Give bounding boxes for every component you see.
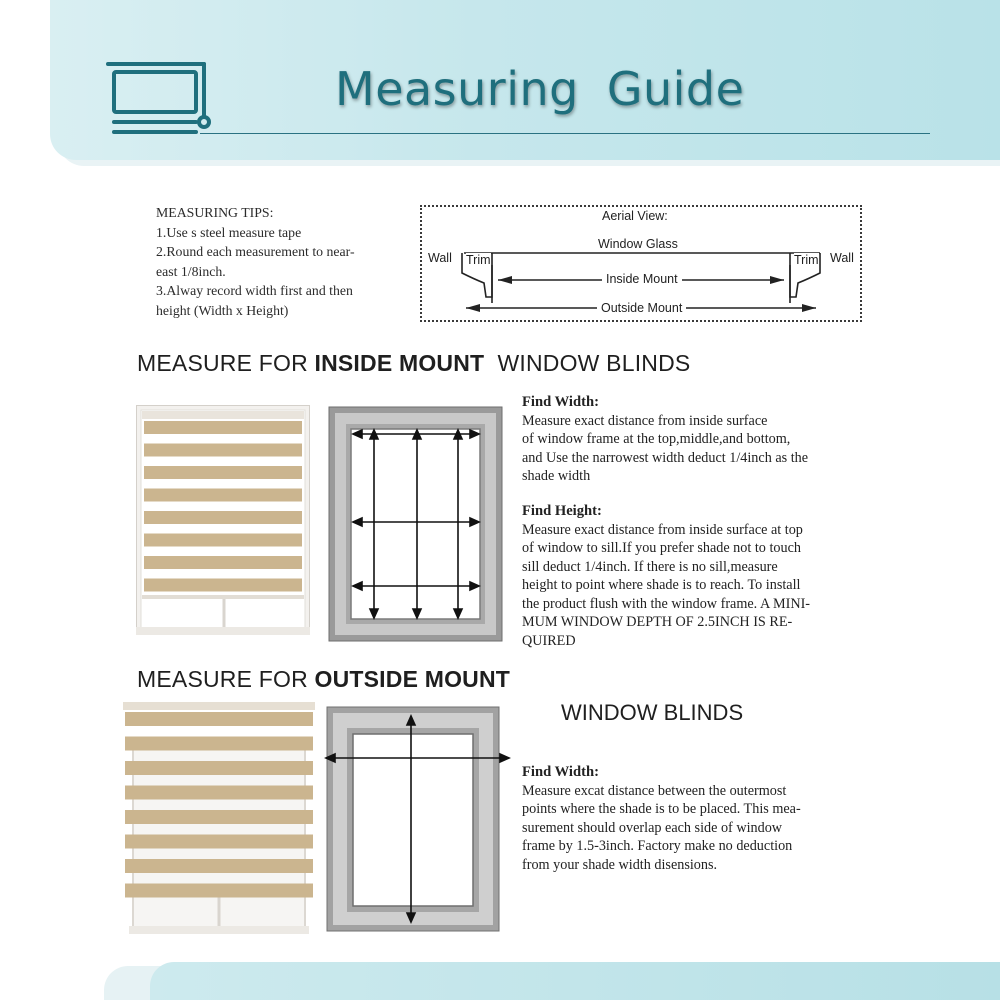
outside-mount-label: Outside Mount	[597, 301, 686, 315]
aerial-view-diagram	[420, 205, 862, 322]
find-width-title: Find Width:	[522, 394, 599, 410]
title-word-measuring: Measuring	[335, 62, 579, 116]
trim-left-label: Trim	[466, 253, 491, 267]
inside-find-width	[522, 393, 882, 486]
inside-find-height	[522, 502, 882, 650]
text-line: the product flush with the window frame. A MINI-	[522, 595, 811, 612]
inside-mount-heading	[137, 350, 690, 377]
blind-stripe	[125, 761, 313, 775]
heading-bold: INSIDE MOUNT	[314, 350, 485, 376]
find-width-title: Find Width:	[522, 764, 599, 780]
blind-stripe	[144, 421, 302, 434]
text-line: height to point where shade is to reach. To install	[522, 577, 801, 593]
blind-stripe	[125, 884, 313, 898]
text-line: shade width	[522, 468, 591, 484]
blind-stripe	[144, 511, 302, 524]
window-blind-icon	[104, 58, 214, 140]
text-line: sill deduct 1/4inch. If there is no sill,measure	[522, 558, 778, 575]
inside-mount-blind-image	[136, 405, 310, 635]
outside-find-width	[522, 763, 882, 874]
blind-stripe	[125, 786, 313, 800]
blind-stripe	[144, 579, 302, 592]
outside-mount-frame-image	[323, 706, 513, 932]
footer-band	[150, 962, 1000, 1000]
outside-mount-heading-suffix: WINDOW BLINDS	[561, 700, 744, 725]
blind-stripe	[144, 534, 302, 547]
find-height-title: Find Height:	[522, 503, 602, 519]
title-word-guide: Guide	[606, 62, 745, 116]
outside-mount-blind-image	[123, 702, 315, 934]
tips-heading: MEASURING TIPS:	[156, 205, 274, 220]
heading-prefix: MEASURE FOR	[137, 666, 315, 692]
blind-stripe	[125, 737, 313, 751]
title-underline	[200, 133, 930, 134]
window-glass-label: Window Glass	[598, 237, 678, 251]
wall-right-label: Wall	[830, 251, 854, 265]
text-line: Measure exact distance from inside surface	[522, 412, 768, 429]
heading-prefix: MEASURE FOR	[137, 350, 315, 376]
text-line: Measure exact distance from inside surface at top	[522, 521, 803, 538]
blind-stripe	[125, 712, 313, 726]
heading-bold: OUTSIDE MOUNT	[314, 666, 511, 692]
blind-stripe	[125, 810, 313, 824]
text-line: of window frame at the top,middle,and bottom,	[522, 431, 791, 447]
tip-line: 1.Use s steel measure tape	[156, 224, 302, 240]
tip-line: 3.Alway record width first and then	[156, 283, 353, 298]
text-line: Measure excat distance between the outermost	[522, 782, 787, 799]
tip-line: east 1/8inch.	[156, 263, 226, 279]
inside-mount-frame-image	[328, 406, 503, 642]
blind-stripe	[125, 835, 313, 849]
inside-mount-label: Inside Mount	[602, 272, 682, 286]
blind-stripe	[144, 489, 302, 502]
outside-mount-heading	[137, 666, 510, 693]
aerial-view-title: Aerial View:	[602, 209, 668, 223]
text-line: of window to sill.If you prefer shade not to touch	[522, 540, 801, 556]
wall-left-label: Wall	[428, 251, 452, 265]
measuring-tips	[156, 203, 406, 320]
page-title	[335, 62, 744, 116]
heading-suffix: WINDOW BLINDS	[484, 350, 691, 376]
text-line: MUM WINDOW DEPTH OF 2.5INCH IS RE-	[522, 614, 793, 630]
trim-right-label: Trim	[794, 253, 819, 267]
tip-line: 2.Round each measurement to near-	[156, 244, 355, 259]
text-line: points where the shade is to be placed. This mea-	[522, 801, 801, 817]
text-line: and Use the narrowest width deduct 1/4inch as the	[522, 449, 809, 466]
blind-stripe	[125, 859, 313, 873]
blind-stripe	[144, 466, 302, 479]
blind-stripe	[144, 556, 302, 569]
text-line: surement should overlap each side of window	[522, 819, 783, 836]
text-line: QUIRED	[522, 632, 576, 649]
blind-stripe	[144, 444, 302, 457]
text-line: from your shade width disensions.	[522, 856, 718, 873]
tip-line: height (Width x Height)	[156, 302, 289, 318]
text-line: frame by 1.5-3inch. Factory make no deduction	[522, 838, 793, 854]
